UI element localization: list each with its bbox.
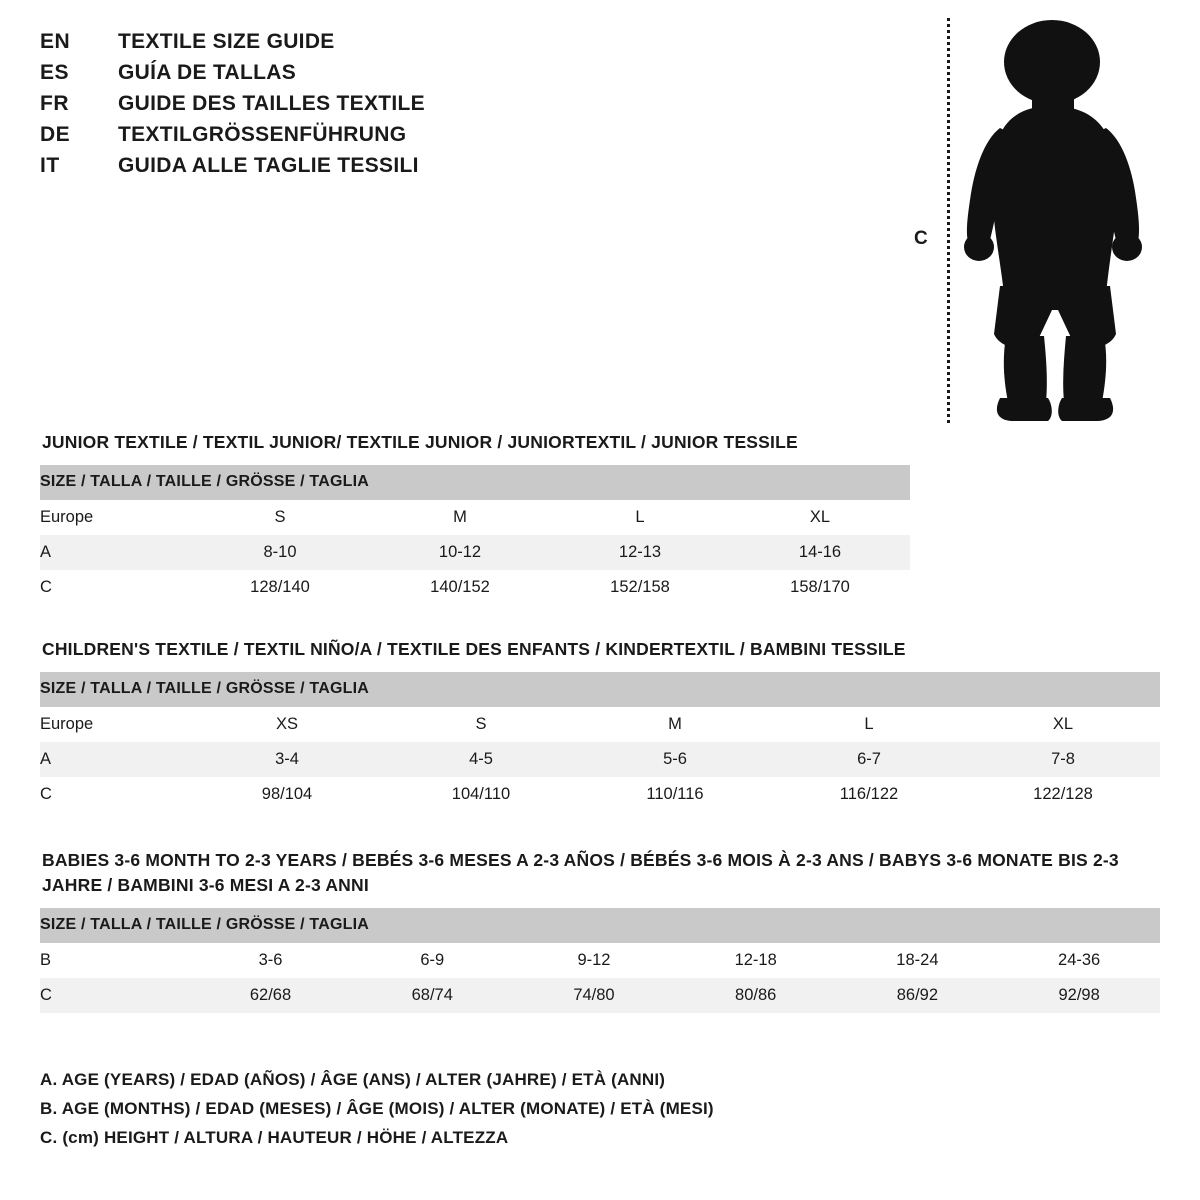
size-table-babies bbox=[40, 908, 1160, 1013]
language-code: ES bbox=[40, 61, 70, 84]
cell: 12-18 bbox=[675, 943, 837, 978]
cell: XL bbox=[966, 707, 1160, 742]
cell: 110/116 bbox=[578, 777, 772, 812]
language-row bbox=[40, 92, 640, 123]
table-row bbox=[40, 535, 910, 570]
row-label: Europe bbox=[40, 707, 190, 742]
language-row bbox=[40, 123, 640, 154]
cell: L bbox=[550, 500, 730, 535]
legend-line-c: C. (cm) HEIGHT / ALTURA / HAUTEUR / HÖHE / ALTEZZA bbox=[40, 1128, 509, 1148]
table-row bbox=[40, 707, 1160, 742]
cell: S bbox=[384, 707, 578, 742]
section-heading-babies: BABIES 3-6 MONTH TO 2-3 YEARS / BEBÉS 3-6 MESES A 2-3 AÑOS / BÉBÉS 3-6 MOIS À 2-3 ANS / BABYS 3-6 MONATE BIS 2-3 JAHRE / BAMBINI 3-6 MESI A 2-3 ANNI bbox=[42, 850, 1119, 895]
table-band-label: SIZE / TALLA / TAILLE / GRÖSSE / TAGLIA bbox=[40, 908, 1160, 943]
cell: 10-12 bbox=[370, 535, 550, 570]
row-label: B bbox=[40, 943, 190, 978]
language-row bbox=[40, 30, 640, 61]
size-table-junior bbox=[40, 465, 910, 605]
cell: 116/122 bbox=[772, 777, 966, 812]
section-children bbox=[40, 637, 1160, 812]
row-label: C bbox=[40, 777, 190, 812]
table-band-row bbox=[40, 672, 1160, 707]
cell: 14-16 bbox=[730, 535, 910, 570]
table-row bbox=[40, 742, 1160, 777]
cell: 140/152 bbox=[370, 570, 550, 605]
height-measure-figure bbox=[900, 10, 1160, 425]
language-title: TEXTILGRÖSSENFÜHRUNG bbox=[118, 123, 407, 146]
row-label: C bbox=[40, 978, 190, 1013]
language-header bbox=[40, 30, 640, 185]
section-babies bbox=[40, 848, 1160, 1013]
cell: 12-13 bbox=[550, 535, 730, 570]
language-code: FR bbox=[40, 92, 69, 115]
language-code: IT bbox=[40, 154, 60, 177]
cell: XS bbox=[190, 707, 384, 742]
table-row bbox=[40, 978, 1160, 1013]
height-dashed-line bbox=[947, 18, 950, 423]
section-heading-children: CHILDREN'S TEXTILE / TEXTIL NIÑO/A / TEXTILE DES ENFANTS / KINDERTEXTIL / BAMBINI TESSILE bbox=[42, 639, 906, 659]
language-code: DE bbox=[40, 123, 71, 146]
language-title: TEXTILE SIZE GUIDE bbox=[118, 30, 335, 53]
cell: 6-7 bbox=[772, 742, 966, 777]
cell: M bbox=[578, 707, 772, 742]
cell: 8-10 bbox=[190, 535, 370, 570]
table-row bbox=[40, 777, 1160, 812]
cell: 98/104 bbox=[190, 777, 384, 812]
table-band-label: SIZE / TALLA / TAILLE / GRÖSSE / TAGLIA bbox=[40, 465, 910, 500]
language-title: GUIDE DES TAILLES TEXTILE bbox=[118, 92, 425, 115]
row-label: A bbox=[40, 535, 190, 570]
cell: 62/68 bbox=[190, 978, 352, 1013]
table-band-label: SIZE / TALLA / TAILLE / GRÖSSE / TAGLIA bbox=[40, 672, 1160, 707]
cell: 104/110 bbox=[384, 777, 578, 812]
cell: 122/128 bbox=[966, 777, 1160, 812]
cell: 7-8 bbox=[966, 742, 1160, 777]
cell: 74/80 bbox=[513, 978, 675, 1013]
row-label: C bbox=[40, 570, 190, 605]
table-row bbox=[40, 500, 910, 535]
cell: 5-6 bbox=[578, 742, 772, 777]
legend bbox=[40, 1065, 1160, 1153]
language-row bbox=[40, 154, 640, 185]
table-band-row bbox=[40, 908, 1160, 943]
row-label: A bbox=[40, 742, 190, 777]
cell: 6-9 bbox=[351, 943, 513, 978]
language-title: GUIDA ALLE TAGLIE TESSILI bbox=[118, 154, 419, 177]
measure-label-c: C bbox=[914, 228, 928, 249]
row-label: Europe bbox=[40, 500, 190, 535]
cell: 3-6 bbox=[190, 943, 352, 978]
section-heading-junior: JUNIOR TEXTILE / TEXTIL JUNIOR/ TEXTILE JUNIOR / JUNIORTEXTIL / JUNIOR TESSILE bbox=[42, 432, 798, 452]
table-row bbox=[40, 943, 1160, 978]
cell: XL bbox=[730, 500, 910, 535]
language-code: EN bbox=[40, 30, 71, 53]
toddler-silhouette-icon bbox=[960, 18, 1145, 428]
cell: 3-4 bbox=[190, 742, 384, 777]
cell: 128/140 bbox=[190, 570, 370, 605]
cell: 92/98 bbox=[998, 978, 1160, 1013]
cell: 80/86 bbox=[675, 978, 837, 1013]
cell: 152/158 bbox=[550, 570, 730, 605]
cell: 24-36 bbox=[998, 943, 1160, 978]
language-row bbox=[40, 61, 640, 92]
cell: 86/92 bbox=[837, 978, 999, 1013]
cell: 4-5 bbox=[384, 742, 578, 777]
table-band-row bbox=[40, 465, 910, 500]
cell: 158/170 bbox=[730, 570, 910, 605]
cell: M bbox=[370, 500, 550, 535]
cell: L bbox=[772, 707, 966, 742]
section-junior bbox=[40, 430, 1160, 605]
cell: S bbox=[190, 500, 370, 535]
cell: 18-24 bbox=[837, 943, 999, 978]
table-row bbox=[40, 570, 910, 605]
legend-line-b: B. AGE (MONTHS) / EDAD (MESES) / ÂGE (MOIS) / ALTER (MONATE) / ETÀ (MESI) bbox=[40, 1099, 714, 1119]
cell: 68/74 bbox=[351, 978, 513, 1013]
cell: 9-12 bbox=[513, 943, 675, 978]
size-table-children bbox=[40, 672, 1160, 812]
language-title: GUÍA DE TALLAS bbox=[118, 61, 297, 84]
legend-line-a: A. AGE (YEARS) / EDAD (AÑOS) / ÂGE (ANS) / ALTER (JAHRE) / ETÀ (ANNI) bbox=[40, 1070, 666, 1089]
